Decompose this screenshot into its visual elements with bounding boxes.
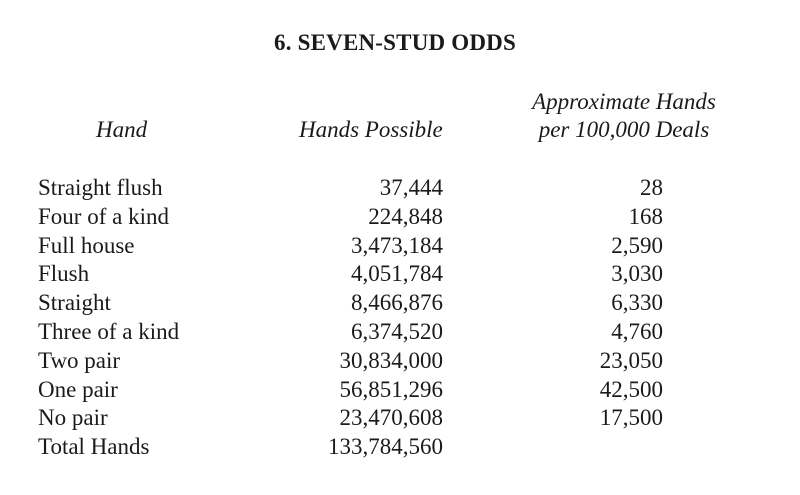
- table-row: [0, 289, 800, 318]
- cell-hand: No pair: [38, 405, 108, 431]
- cell-hand: Three of a kind: [38, 318, 180, 344]
- cell-hand: Straight flush: [38, 175, 163, 200]
- cell-approximate: 28: [640, 175, 663, 200]
- cell-hand: One pair: [38, 376, 118, 402]
- column-header-approximate-line2: per 100,000 Deals: [538, 117, 710, 142]
- odds-table: [0, 174, 800, 462]
- cell-approximate: 17,500: [599, 405, 663, 431]
- cell-hands-possible: 56,851,296: [339, 376, 443, 402]
- cell-approximate: 168: [628, 203, 663, 229]
- column-header-hands-possible: Hands Possible: [299, 117, 443, 142]
- cell-approximate: 23,050: [599, 347, 663, 373]
- column-header-approximate-hands: [506, 88, 742, 144]
- table-row-total: [0, 433, 800, 462]
- table-row: [0, 260, 800, 289]
- table-row: [0, 404, 800, 433]
- cell-hand: Straight: [38, 290, 111, 316]
- cell-hands-possible: 224,848: [368, 203, 443, 229]
- cell-approximate: 3,030: [611, 261, 663, 287]
- cell-hands-possible: 3,473,184: [351, 232, 443, 258]
- cell-hand: Two pair: [38, 347, 121, 373]
- cell-hand: Flush: [38, 261, 90, 287]
- column-header-approximate-line1: Approximate Hands: [532, 89, 716, 114]
- table-row: [0, 376, 800, 405]
- cell-hand: Total Hands: [38, 434, 150, 460]
- cell-hands-possible: 6,374,520: [351, 318, 443, 344]
- table-row: [0, 174, 800, 203]
- cell-approximate: 6,330: [611, 290, 663, 316]
- cell-hand: Four of a kind: [38, 203, 169, 229]
- cell-approximate: 4,760: [611, 318, 663, 344]
- cell-hands-possible: 4,051,784: [351, 261, 443, 287]
- page-title: 6. SEVEN-STUD ODDS: [274, 30, 516, 55]
- column-header-hand: Hand: [96, 117, 148, 142]
- table-row: [0, 347, 800, 376]
- cell-hand: Full house: [38, 232, 135, 258]
- table-row: [0, 318, 800, 347]
- cell-hands-possible: 133,784,560: [328, 434, 443, 460]
- cell-approximate: 2,590: [611, 232, 663, 258]
- cell-approximate: 42,500: [599, 376, 663, 402]
- cell-hands-possible: 37,444: [379, 175, 443, 200]
- table-row: [0, 203, 800, 232]
- table-row: [0, 232, 800, 261]
- cell-hands-possible: 30,834,000: [339, 347, 443, 373]
- cell-hands-possible: 8,466,876: [351, 290, 443, 316]
- cell-hands-possible: 23,470,608: [339, 405, 443, 431]
